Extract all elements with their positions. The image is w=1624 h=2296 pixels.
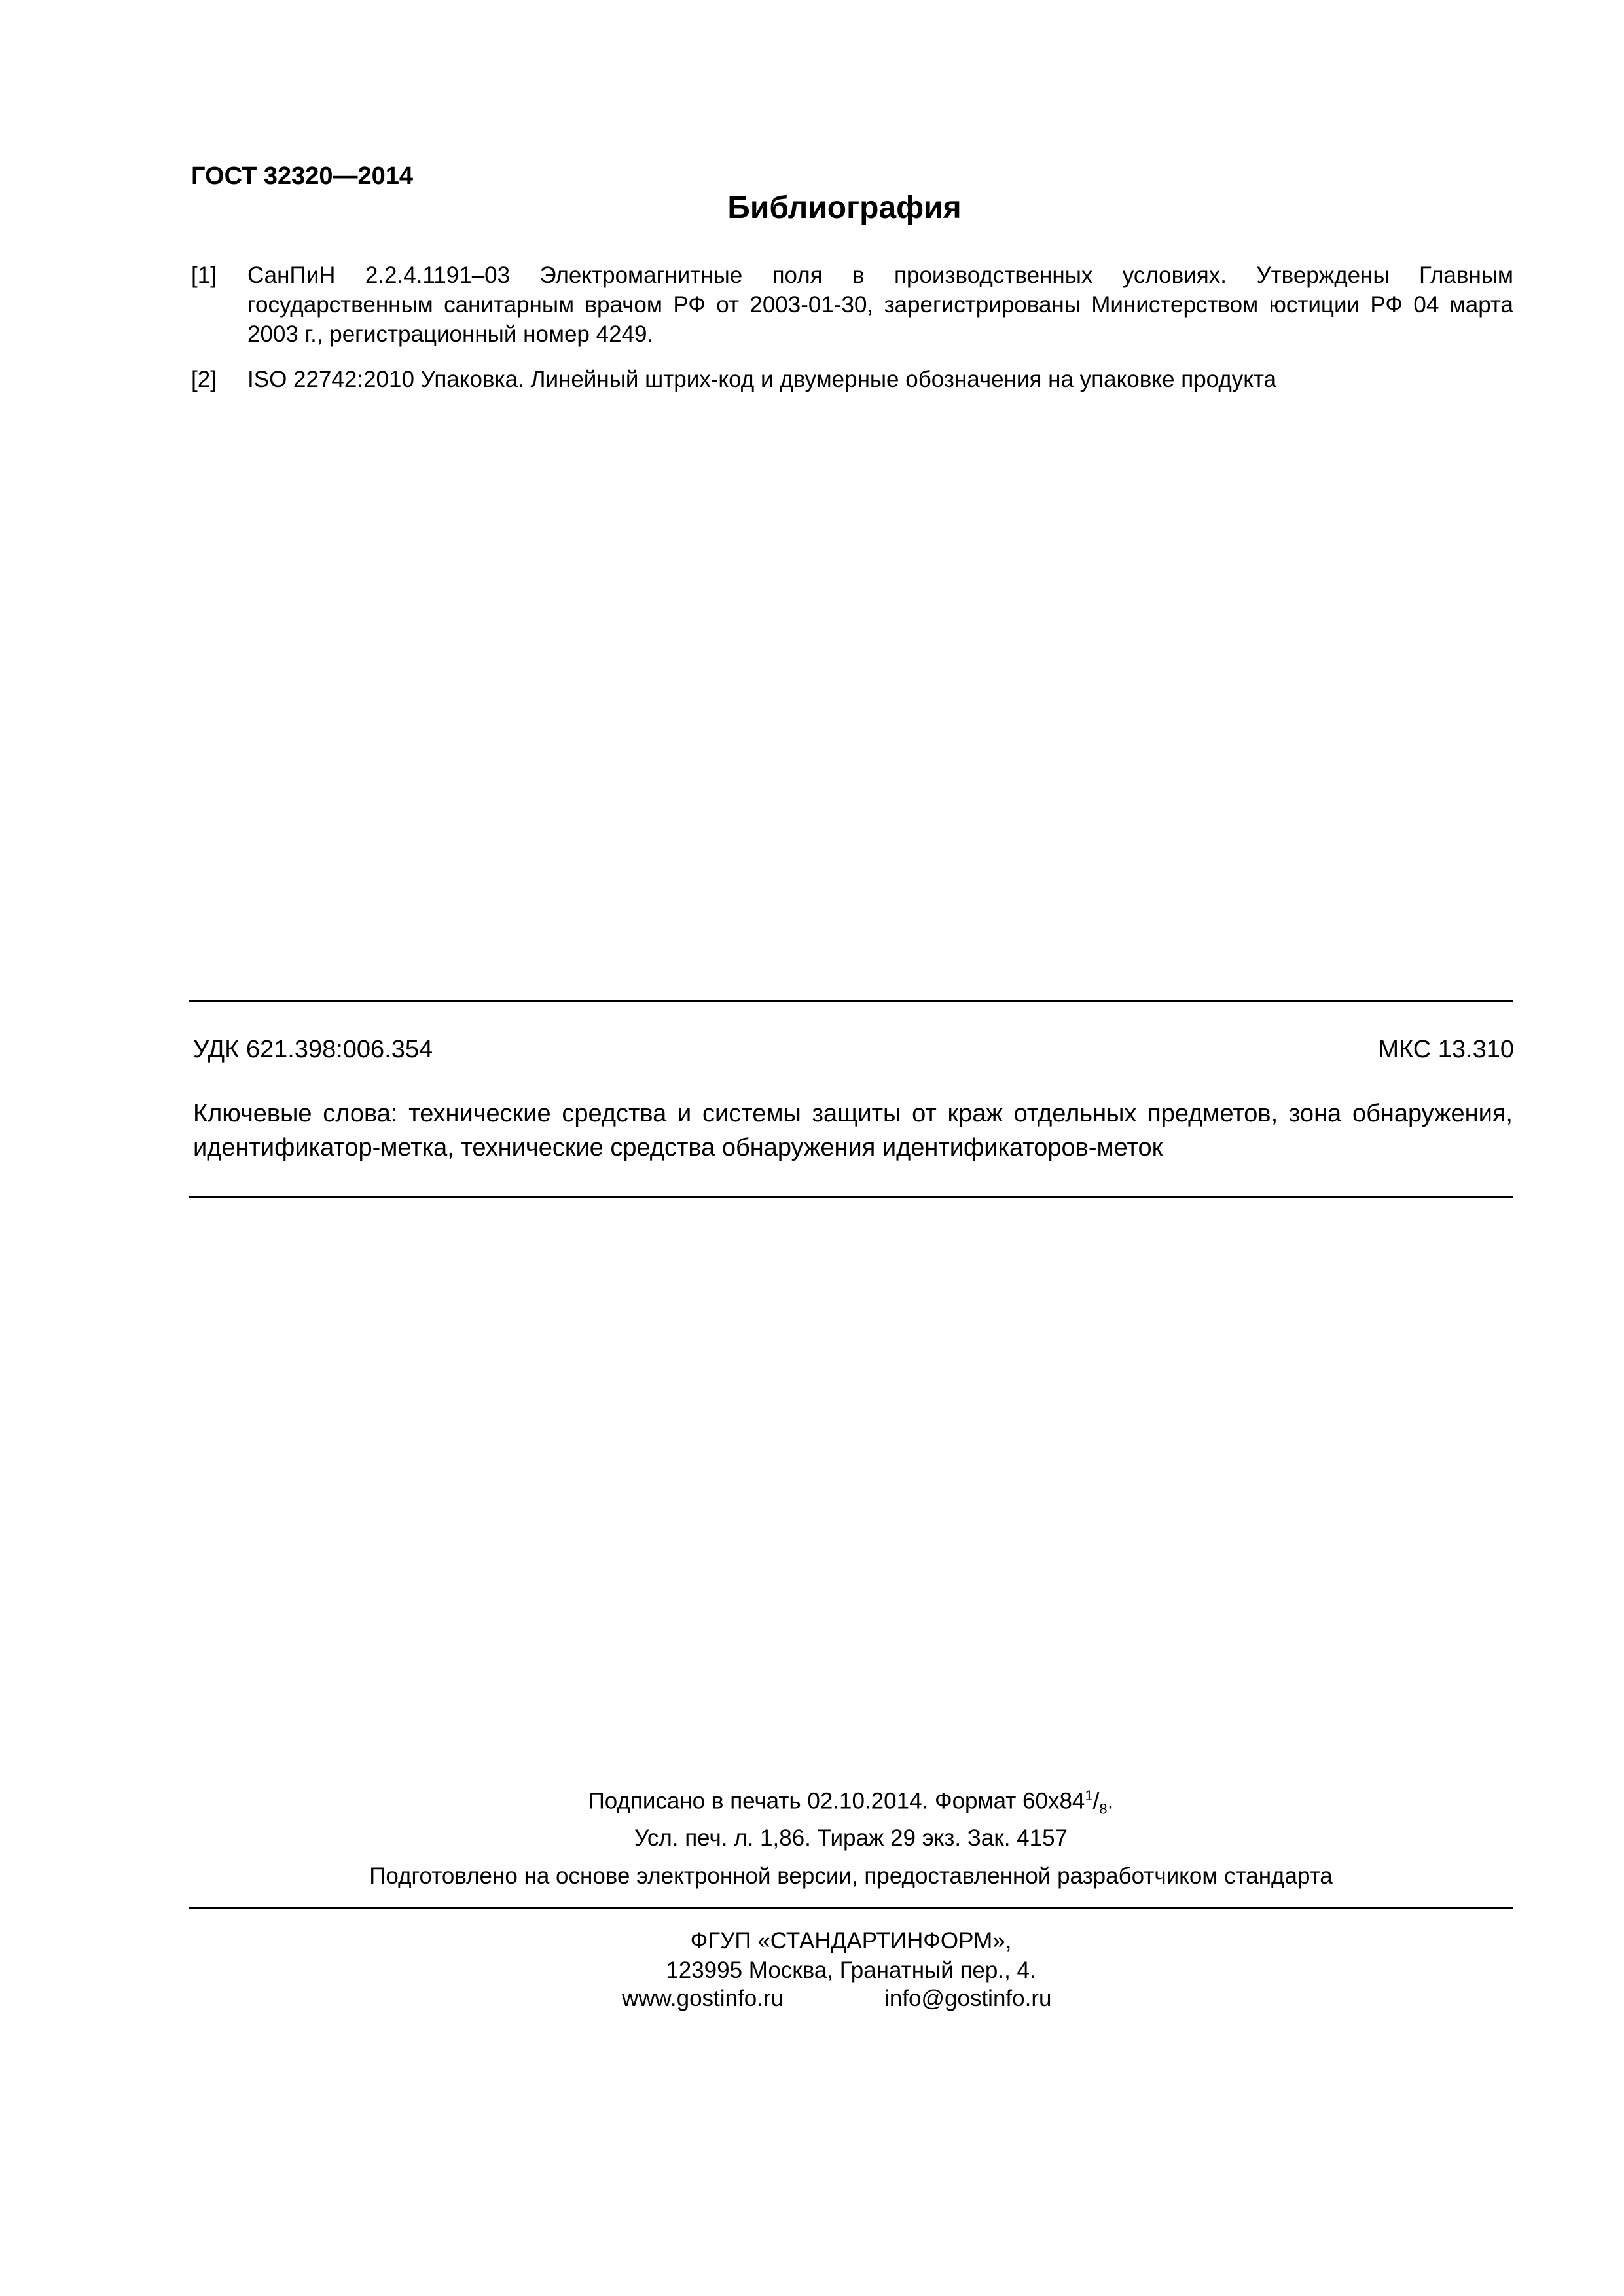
bibliography-item-text: ISO 22742:2010 Упаковка. Линейный штрих-код и двумерные обозначения на упаковке продукта [247, 367, 1277, 392]
bibliography-item-text: СанПиН 2.2.4.1191–03 Электромагнитные поля в производственных условиях. Утверждены Главным государственным санитарным врачом РФ от 2003-01-30, зарегистрированы Министерством юстиции РФ 04 марта 2003 г., регистрационный номер 4249. [247, 263, 1513, 347]
format-fraction-denominator: 8 [1099, 1800, 1108, 1817]
bibliography-title: Библиография [727, 191, 962, 225]
bibliography-item-number: [1] [191, 263, 217, 288]
udc-code: УДК 621.398:006.354 [193, 1036, 433, 1063]
mks-code: МКС 13.310 [1378, 1036, 1514, 1063]
document-code: ГОСТ 32320—2014 [191, 162, 414, 190]
publisher-website-link[interactable]: www.gostinfo.ru [622, 1986, 784, 2011]
divider-line [189, 1907, 1513, 1909]
publisher-address: 123995 Москва, Гранатный пер., 4. [666, 1958, 1036, 1983]
keywords-text: Ключевые слова: технические средства и системы защиты от краж отдельных предметов, зона обнаружения, идентификатор-метка, технические средства обнаружения идентификаторов-меток [193, 1100, 1513, 1161]
bibliography-item [191, 365, 1513, 394]
print-signed-line: Подписано в печать 02.10.2014. Формат $60x84^1/_8$. [588, 1787, 1114, 1817]
publisher-name: ФГУП «СТАНДАРТИНФОРМ», [690, 1928, 1012, 1954]
divider-line [189, 1000, 1513, 1002]
print-signed-end: . [1107, 1788, 1114, 1814]
publisher-contacts [622, 1986, 1051, 2012]
bibliography-item-number: [2] [191, 367, 217, 392]
prepared-note: Подготовлено на основе электронной версии, предоставленной разработчиком стандарта [369, 1863, 1333, 1889]
print-signed-text: Подписано в печать 02.10.2014. Формат 60x84 [588, 1788, 1085, 1814]
bibliography-item [191, 261, 1513, 349]
format-fraction-numerator: 1 [1085, 1787, 1093, 1804]
print-info-line: Усл. печ. л. 1,86. Тираж 29 экз. Зак. 4157 [634, 1825, 1068, 1851]
publisher-email-link[interactable]: info@gostinfo.ru [884, 1986, 1052, 2011]
divider-line [189, 1196, 1513, 1198]
